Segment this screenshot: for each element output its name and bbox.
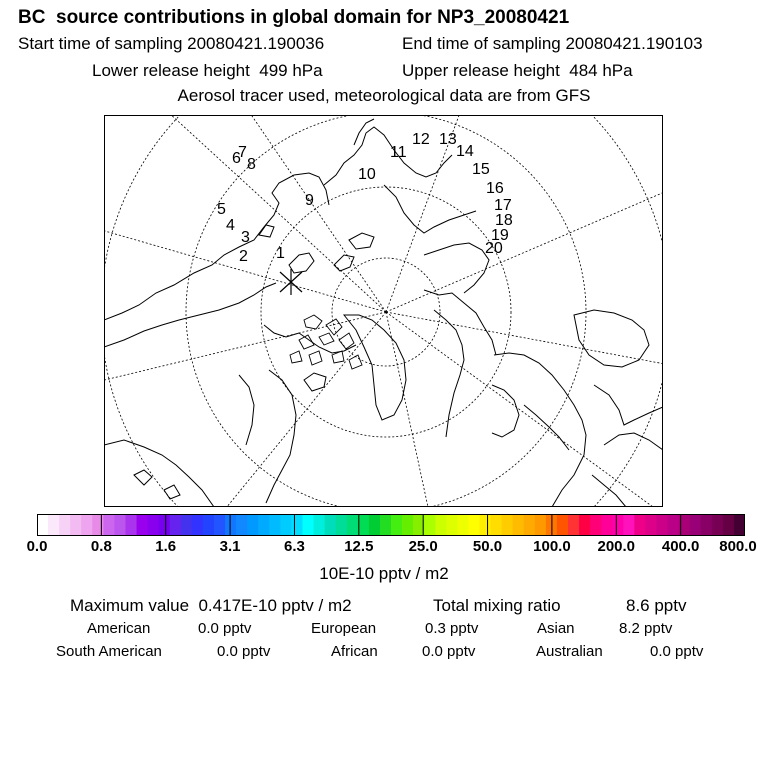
colorbar-cell (347, 514, 359, 536)
colorbar-cell (126, 514, 138, 536)
trajectory-label: 20 (485, 240, 503, 257)
colorbar-cell (325, 514, 337, 536)
trajectory-label: 11 (390, 144, 407, 161)
region-name: American (87, 620, 151, 637)
trajectory-label: 10 (358, 166, 376, 183)
colorbar-cell (734, 514, 745, 536)
colorbar-cell (37, 514, 49, 536)
colorbar-tick-label: 25.0 (408, 538, 438, 555)
region-name: African (331, 643, 378, 660)
tracer-note: Aerosol tracer used, meteorological data are from GFS (177, 86, 591, 105)
trajectory-label: 7 (238, 144, 247, 161)
upper-height-text: Upper release height 484 hPa (402, 61, 633, 80)
colorbar-cell (446, 514, 458, 536)
colorbar-cell (402, 514, 414, 536)
colorbar-cell (712, 514, 724, 536)
colorbar-cell (148, 514, 160, 536)
colorbar-cell (114, 514, 126, 536)
trajectory-label: 1 (276, 245, 285, 262)
trajectory-label: 5 (217, 201, 226, 218)
trajectory-label: 6 (232, 150, 241, 167)
colorbar-cell (568, 514, 580, 536)
colorbar-cell (623, 514, 635, 536)
colorbar-cell (48, 514, 60, 536)
colorbar-tick-label: 400.0 (661, 538, 700, 555)
total-mixing-value: 8.6 pptv (626, 596, 687, 615)
map-frame (105, 116, 663, 507)
colorbar-tick-label: 0.8 (90, 538, 112, 555)
colorbar-cell (336, 514, 348, 536)
colorbar-cell (723, 514, 735, 536)
trajectory-label: 4 (226, 217, 235, 234)
colorbar-tick-label: 50.0 (472, 538, 503, 555)
trajectory-label: 3 (241, 229, 250, 246)
colorbar-cell (81, 514, 93, 536)
colorbar-cell (236, 514, 248, 536)
colorbar-cell (103, 514, 115, 536)
colorbar-cell (59, 514, 71, 536)
colorbar-cell (269, 514, 281, 536)
trajectory-label: 18 (495, 212, 513, 229)
colorbar-cell (468, 514, 480, 536)
colorbar-tick-label: 200.0 (597, 538, 636, 555)
colorbar-cell (668, 514, 680, 536)
colorbar-cell (170, 514, 182, 536)
colorbar-cell (601, 514, 613, 536)
colorbar-cell (513, 514, 525, 536)
plot-title: BC source contributions in global domain for NP3_20080421 (18, 7, 570, 28)
max-value-text: Maximum value 0.417E-10 pptv / m2 (70, 596, 352, 615)
colorbar-cell (380, 514, 392, 536)
colorbar (37, 514, 745, 536)
colorbar-cell (645, 514, 657, 536)
colorbar-cell (369, 514, 381, 536)
colorbar-cell (524, 514, 536, 536)
colorbar-cell (258, 514, 270, 536)
region-name: South American (56, 643, 162, 660)
total-mixing-label: Total mixing ratio (433, 596, 561, 615)
region-name: European (311, 620, 377, 637)
colorbar-tick-label: 3.1 (219, 538, 241, 555)
colorbar-tick-label: 800.0 (719, 538, 757, 555)
colorbar-cell (480, 514, 492, 536)
colorbar-cell (535, 514, 547, 536)
colorbar-cell (192, 514, 204, 536)
colorbar-tick-label: 6.3 (284, 538, 305, 555)
trajectory-label: 2 (239, 248, 248, 265)
trajectory-label: 14 (456, 143, 474, 160)
colorbar-cell (214, 514, 226, 536)
polar-map (104, 115, 663, 507)
trajectory-label: 19 (491, 227, 509, 244)
colorbar-cell (247, 514, 259, 536)
colorbar-cell (280, 514, 292, 536)
region-name: Asian (537, 620, 575, 637)
region-value: 0.0 pptv (217, 643, 271, 660)
region-value: 0.3 pptv (425, 620, 479, 637)
trajectory-label: 8 (247, 156, 256, 173)
colorbar-cell (491, 514, 503, 536)
colorbar-tick-label: 1.6 (155, 538, 177, 555)
region-value: 0.0 pptv (198, 620, 252, 637)
colorbar-cell (225, 514, 237, 536)
colorbar-cell (457, 514, 469, 536)
colorbar-cell (92, 514, 104, 536)
colorbar-cell (159, 514, 171, 536)
region-value: 0.0 pptv (650, 643, 704, 660)
colorbar-cell (314, 514, 326, 536)
colorbar-cell (303, 514, 315, 536)
colorbar-tick-label: 0.0 (26, 538, 48, 555)
trajectory-label: 17 (494, 197, 512, 214)
colorbar-cell (701, 514, 713, 536)
colorbar-cell (181, 514, 193, 536)
colorbar-tick-label: 100.0 (533, 538, 571, 555)
colorbar-cell (435, 514, 447, 536)
colorbar-cells (37, 514, 745, 536)
trajectory-label: 15 (472, 161, 490, 178)
region-name: Australian (536, 643, 603, 660)
lower-height-text: Lower release height 499 hPa (92, 61, 323, 80)
colorbar-cell (137, 514, 149, 536)
region-value: 0.0 pptv (422, 643, 476, 660)
colorbar-cell (502, 514, 514, 536)
colorbar-cell (579, 514, 591, 536)
colorbar-cell (358, 514, 370, 536)
trajectory-label: 9 (305, 192, 314, 209)
colorbar-cell (557, 514, 569, 536)
colorbar-cell (391, 514, 403, 536)
colorbar-cell (291, 514, 303, 536)
colorbar-cell (657, 514, 669, 536)
colorbar-cell (424, 514, 436, 536)
colorbar-cell (612, 514, 624, 536)
colorbar-tick-label: 12.5 (344, 538, 374, 555)
colorbar-cell (590, 514, 602, 536)
trajectory-label: 12 (412, 131, 430, 148)
colorbar-units: 10E-10 pptv / m2 (319, 564, 449, 583)
colorbar-cell (634, 514, 646, 536)
start-time-text: Start time of sampling 20080421.190036 (18, 34, 325, 53)
colorbar-cell (690, 514, 702, 536)
colorbar-cell (203, 514, 215, 536)
trajectory-label: 13 (439, 131, 457, 148)
end-time-text: End time of sampling 20080421.190103 (402, 34, 703, 53)
trajectory-label: 16 (486, 180, 504, 197)
colorbar-cell (70, 514, 82, 536)
colorbar-tick-labels (0, 538, 768, 558)
region-value: 8.2 pptv (619, 620, 673, 637)
